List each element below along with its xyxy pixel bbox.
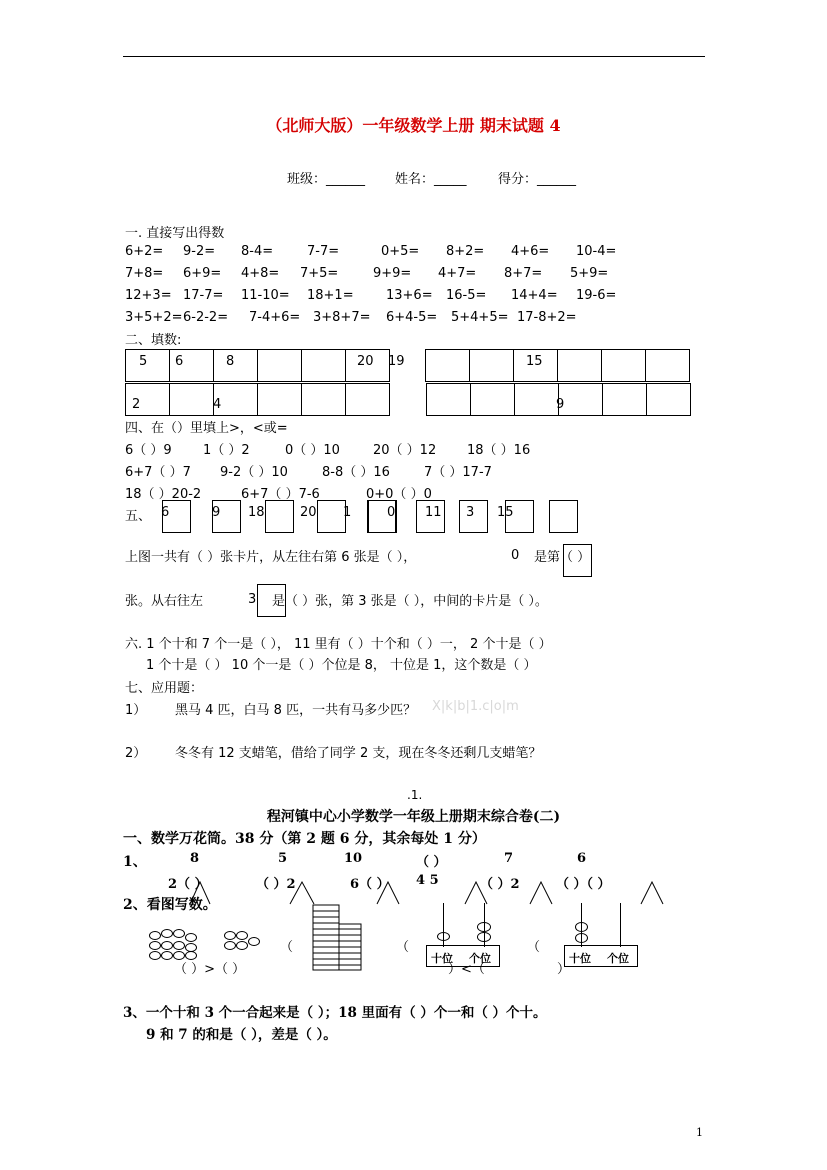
- abacus1-tens-label: 十位: [431, 952, 453, 965]
- equation: 4+7=: [438, 266, 477, 281]
- abacus2-base: [564, 945, 638, 967]
- blank-cell: [558, 383, 603, 416]
- abacus2-ones-label: 个位: [607, 952, 629, 965]
- compare-item: 0（ ）10: [285, 443, 340, 458]
- top-number: 8: [190, 851, 200, 866]
- equation: 17-8+2=: [517, 310, 577, 325]
- compare-item: 6（ ）9: [125, 443, 172, 458]
- s5-card-zero: 0: [511, 548, 520, 563]
- equation: 7+5=: [300, 266, 339, 281]
- blank-cell: [426, 383, 471, 416]
- equation: 8+2=: [446, 244, 485, 259]
- ten-sticks: [312, 904, 362, 974]
- equation: 3+8+7=: [313, 310, 371, 325]
- top-number: （ ）: [416, 855, 447, 870]
- blank-cell: [257, 383, 302, 416]
- watermark-text: X|k|b|1.c|o|m: [432, 699, 519, 714]
- equation: 8+7=: [504, 266, 543, 281]
- bead-oval: [173, 929, 185, 938]
- s6-line2: 1 个十是（ ） 10 个一是（ ）个位是 8， 十位是 1，这个数是（ ）: [146, 658, 537, 673]
- grid-number: 9: [556, 397, 565, 412]
- equation: 12+3=: [125, 288, 172, 303]
- card-number: 1: [343, 505, 352, 520]
- bottom-number: 6（ ）: [350, 877, 390, 892]
- bead-oval: [224, 931, 236, 940]
- bead-oval: [173, 941, 185, 950]
- paren-open-3: （: [527, 940, 541, 955]
- abacus2-rod-ones: [620, 903, 621, 947]
- card-number: 3: [466, 505, 475, 520]
- top-number: 6: [577, 851, 587, 866]
- p2-q2: 2、看图写数。: [123, 897, 217, 913]
- grid-number: 8: [226, 354, 235, 369]
- q1-number: 1）: [125, 703, 147, 718]
- equation: 18+1=: [307, 288, 354, 303]
- compare-item: 1（ ）2: [203, 443, 250, 458]
- q2-number: 2）: [125, 746, 147, 761]
- abacus1-bead: [477, 932, 491, 942]
- bead-oval: [149, 951, 161, 960]
- grid-number: 6: [175, 354, 184, 369]
- blank-cell: [645, 349, 690, 382]
- compare-item: 8-8（ ）16: [322, 465, 390, 480]
- card-box: [317, 500, 346, 533]
- s6-line1: 六. 1 个十和 7 个一是（ ）， 11 里有（ ）十个和（ ）一， 2 个十是（ ）: [125, 637, 552, 652]
- grid-number: 4: [213, 397, 222, 412]
- equation: 16-5=: [446, 288, 487, 303]
- s5-card-three: 3: [248, 592, 257, 607]
- equation: 10-4=: [576, 244, 617, 259]
- card-number: 6: [161, 505, 170, 520]
- blank-cell: [425, 349, 470, 382]
- bottom-number: （ ）2: [256, 877, 296, 892]
- bead-oval: [236, 941, 248, 950]
- compare-item: 20（ ）12: [373, 443, 437, 458]
- card-number: 20: [300, 505, 317, 520]
- section2-heading: 二、填数:: [125, 333, 182, 348]
- compare-item: 6+7（ ）7-6: [241, 487, 320, 502]
- bead-oval: [161, 929, 173, 938]
- header-rule: [123, 56, 705, 57]
- equation: 6+4-5=: [386, 310, 438, 325]
- abacus2-bead: [575, 933, 588, 943]
- p2-q1: 1、: [123, 854, 147, 870]
- blank-cell: [257, 349, 302, 382]
- blank-cell: [301, 349, 346, 382]
- compare-item: 18（ ）16: [467, 443, 531, 458]
- equation: 19-6=: [576, 288, 617, 303]
- s5-line2: 张。从右往左: [125, 594, 204, 609]
- card-box: [265, 500, 294, 533]
- equation: 14+4=: [511, 288, 558, 303]
- q2-text: 冬冬有 12 支蜡笔，借给了同学 2 支，现在冬冬还剩几支蜡笔？: [175, 746, 542, 761]
- card-number: 0: [387, 505, 396, 520]
- grid-number: 5: [139, 354, 148, 369]
- p2-heading1: 一、数学万花筒。38 分（第 2 题 6 分，其余每处 1 分）: [123, 831, 486, 847]
- abacus2-bead: [575, 922, 588, 932]
- equation: 9-2=: [183, 244, 216, 259]
- blank-cell: [301, 383, 346, 416]
- s5-line1-end: 是第（ ）: [534, 550, 591, 565]
- equation: 0+5=: [381, 244, 420, 259]
- section5-heading: 五、: [125, 509, 152, 524]
- grid-number: 15: [526, 354, 543, 369]
- name-field: 姓名：_____: [395, 172, 467, 187]
- blank-cell: [345, 383, 390, 416]
- blank-cell: [125, 349, 170, 382]
- bottom-number: （ ）2: [480, 877, 520, 892]
- bead-oval: [185, 933, 197, 942]
- equation: 4+6=: [511, 244, 550, 259]
- s5-line1: 上图一共有（ ）张卡片，从左往右第 6 张是（ ），: [125, 550, 417, 565]
- equation: 8-4=: [241, 244, 274, 259]
- s5-card-box: [563, 544, 592, 577]
- bead-oval: [161, 951, 173, 960]
- bottom-number: （ ）（ ）: [556, 877, 611, 892]
- page-number: 1: [696, 1126, 703, 1139]
- page-title: （北师大版）一年级数学上册 期末试题 4: [266, 116, 561, 135]
- bottom-number: 2（ ）: [168, 877, 208, 892]
- equation: 7-7=: [307, 244, 340, 259]
- paren-open-1: （: [280, 940, 294, 955]
- bead-oval: [161, 941, 173, 950]
- card-number: 9: [212, 505, 221, 520]
- p2-q3b: 9 和 7 的和是（ ），差是（ ）。: [146, 1027, 337, 1043]
- score-field: 得分：______: [498, 172, 577, 187]
- top-number: 10: [344, 851, 363, 866]
- paren-open-2: （: [396, 940, 410, 955]
- equation: 17-7=: [183, 288, 224, 303]
- blank-cell: [602, 383, 647, 416]
- section4-heading: 四、在（）里填上>，<或=: [125, 421, 288, 436]
- compare-item: 18（ ）20-2: [125, 487, 202, 502]
- equation: 6+2=: [125, 244, 164, 259]
- equation: 5+9=: [570, 266, 609, 281]
- bead-oval: [224, 941, 236, 950]
- compare-item: 7（ ）17-7: [424, 465, 492, 480]
- bead-oval: [149, 941, 161, 950]
- equation: 11-10=: [241, 288, 290, 303]
- paren-close-cmp: ）<（: [448, 962, 485, 977]
- page-mark: .1.: [407, 788, 423, 802]
- section7-heading: 七、应用题：: [125, 681, 204, 696]
- abacus2-tens-label: 十位: [569, 952, 591, 965]
- p2-title: 程河镇中心小学数学一年级上册期末综合卷(二): [266, 809, 561, 825]
- blank-cell: [601, 349, 646, 382]
- equation: 7+8=: [125, 266, 164, 281]
- grid-number: 2: [132, 397, 141, 412]
- equation: 3+5+2=: [125, 310, 183, 325]
- equation: 6-2-2=: [183, 310, 229, 325]
- bead-oval: [248, 937, 260, 946]
- p2-q3: 3、一个十和 3 个一合起来是（ ）；18 里面有（ ）个一和（ ）个十。: [123, 1005, 547, 1021]
- equation: 7-4+6=: [249, 310, 301, 325]
- paren-close-end: ）: [557, 962, 571, 977]
- blank-cell: [213, 349, 258, 382]
- s5-line2-end: 是（ ）张，第 3 张是（ ），中间的卡片是（ ）。: [272, 594, 548, 609]
- blank-cell: [469, 349, 514, 382]
- blank-cell: [646, 383, 691, 416]
- card-number: 18: [248, 505, 265, 520]
- grid-number: 20: [357, 354, 374, 369]
- compare-item: 9-2（ ）10: [220, 465, 288, 480]
- equation: 13+6=: [386, 288, 433, 303]
- equation: 5+4+5=: [451, 310, 509, 325]
- abacus1-bead: [437, 932, 450, 941]
- bottom-number: 4 5: [416, 873, 439, 888]
- top-number: 5: [278, 851, 288, 866]
- compare-blanks: （ ）>（ ）: [174, 962, 246, 977]
- grid-number: 19: [388, 354, 405, 369]
- card-box: [549, 500, 578, 533]
- compare-item: 0+0（ ）0: [366, 487, 432, 502]
- equation: 9+9=: [373, 266, 412, 281]
- card-number: 11: [425, 505, 442, 520]
- blank-cell: [169, 383, 214, 416]
- compare-item: 6+7（ ）7: [125, 465, 191, 480]
- abacus1-ones-label: 个位: [469, 952, 491, 965]
- blank-cell: [557, 349, 602, 382]
- equation: 6+9=: [183, 266, 222, 281]
- blank-cell: [514, 383, 559, 416]
- class-field: 班级：______: [287, 172, 366, 187]
- blank-cell: [470, 383, 515, 416]
- bead-oval: [149, 931, 161, 940]
- top-number: 7: [504, 851, 514, 866]
- q1-text: 黑马 4 匹，白马 8 匹，一共有马多少匹？: [175, 703, 417, 718]
- bead-oval: [236, 931, 248, 940]
- abacus1-bead: [477, 922, 491, 932]
- equation: 4+8=: [241, 266, 280, 281]
- section1-heading: 一. 直接写出得数: [125, 226, 225, 241]
- card-number: 15: [497, 505, 514, 520]
